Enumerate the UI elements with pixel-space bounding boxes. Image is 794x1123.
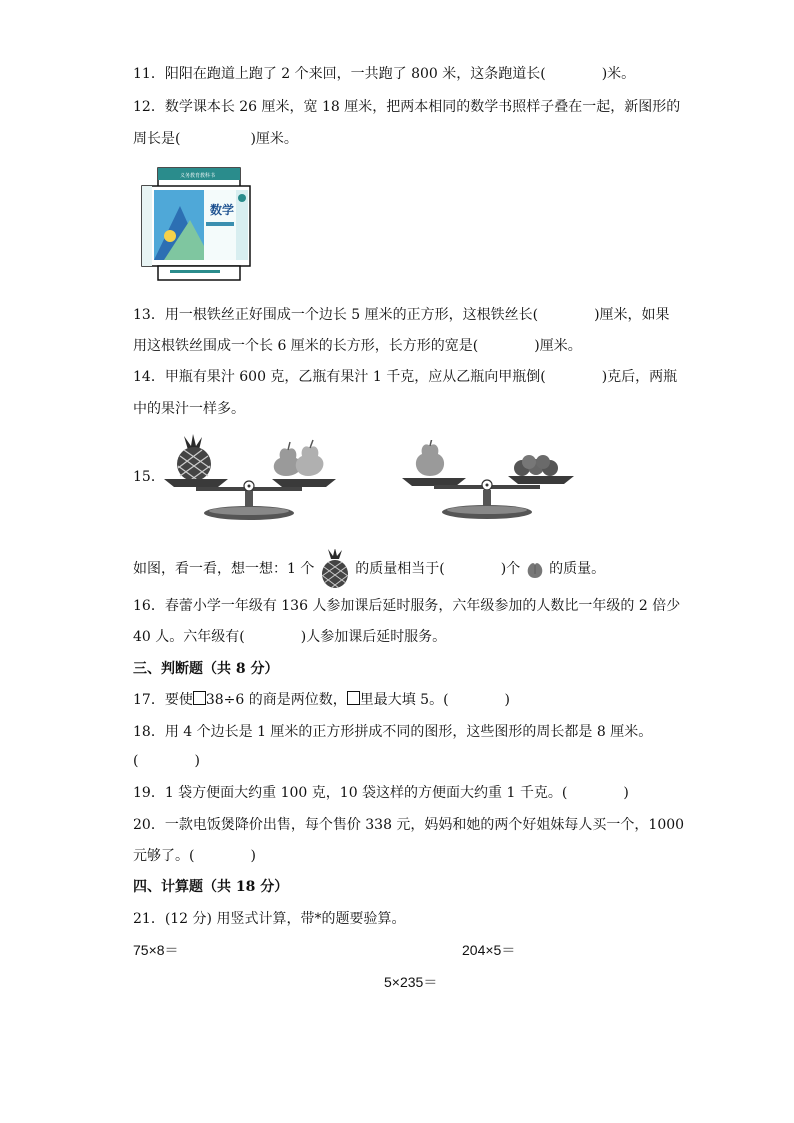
q15-text-a: 如图，看一看，想一想：1 个 [133,561,315,577]
q17-part-c: 里最大填 5。( ) [359,692,511,708]
question-20-line1: 20．一款电饭煲降价出售，每个售价 338 元，妈妈和她的两个好姐妹每人买一个，1000 [133,817,685,833]
question-21: 21．(12 分) 用竖式计算，带*的题要验算。 [133,911,406,927]
question-13-line2: 用这根铁丝围成一个长 6 厘米的长方形，长方形的宽是( )厘米。 [133,338,582,354]
section-3-heading: 三、判断题（共 8 分） [133,661,279,677]
q15-text-c: 的质量。 [549,561,606,577]
q15-text-b: 的质量相当于( )个 [355,561,521,577]
pear-icon [296,440,324,476]
question-13-line1: 13．用一根铁丝正好围成一个边长 5 厘米的正方形，这根铁丝长( )厘米，如果 [133,307,670,323]
pear-icon [274,442,302,476]
question-15-text [133,549,605,589]
calc-item-3: 5×235＝ [384,974,438,990]
blank-box-icon [347,691,360,705]
question-14-line1: 14．甲瓶有果汁 600 克，乙瓶有果汁 1 千克，应从乙瓶向甲瓶倒( )克后，两瓶 [133,369,678,385]
question-20-line2: 元够了。( ) [133,848,256,864]
pineapple-icon [177,434,211,482]
pineapple-icon [319,549,351,589]
question-16-line2: 40 人。六年级有( )人参加课后延时服务。 [133,629,447,645]
question-18-line2: ( ) [133,753,200,769]
question-14-line2: 中的果汁一样多。 [133,401,245,417]
peach-icon [514,455,558,476]
q17-part-a: 17．要使 [133,692,193,708]
question-18-line1: 18．用 4 个边长是 1 厘米的正方形拼成不同的图形，这些图形的周长都是 8 厘米。 [133,724,653,740]
question-12-line1: 12．数学课本长 26 厘米，宽 18 厘米，把两本相同的数学书照样子叠在一起，新图形的 [133,99,681,115]
question-16-line1: 16．春蕾小学一年级有 136 人参加课后延时服务，六年级参加的人数比一年级的 2 倍少 [133,598,681,614]
q17-part-b: 38÷6 的商是两位数， [205,692,347,708]
question-17 [133,690,510,710]
question-15-number: 15． [133,469,165,485]
book-cover-title: 数学 [210,203,235,217]
blank-box-icon [193,691,206,705]
peach-icon [525,559,545,579]
question-11: 11．阳阳在跑道上跑了 2 个来回，一共跑了 800 米，这条跑道长( )米。 [133,66,636,82]
book-top-label: 义务教育教科书 [180,173,216,179]
balance-scale-pineapple-pears [160,432,340,522]
calc-item-1: 75×8＝ [133,942,179,958]
question-19: 19．1 袋方便面大约重 100 克，10 袋这样的方便面大约重 1 千克。( ) [133,785,629,801]
stacked-math-books-image [140,166,252,282]
pear-icon [416,440,444,476]
balance-scale-pear-peaches [398,440,578,522]
question-12-line2: 周长是( )厘米。 [133,131,298,147]
calc-item-2: 204×5＝ [462,942,516,958]
section-4-heading: 四、计算题（共 18 分） [133,879,289,895]
